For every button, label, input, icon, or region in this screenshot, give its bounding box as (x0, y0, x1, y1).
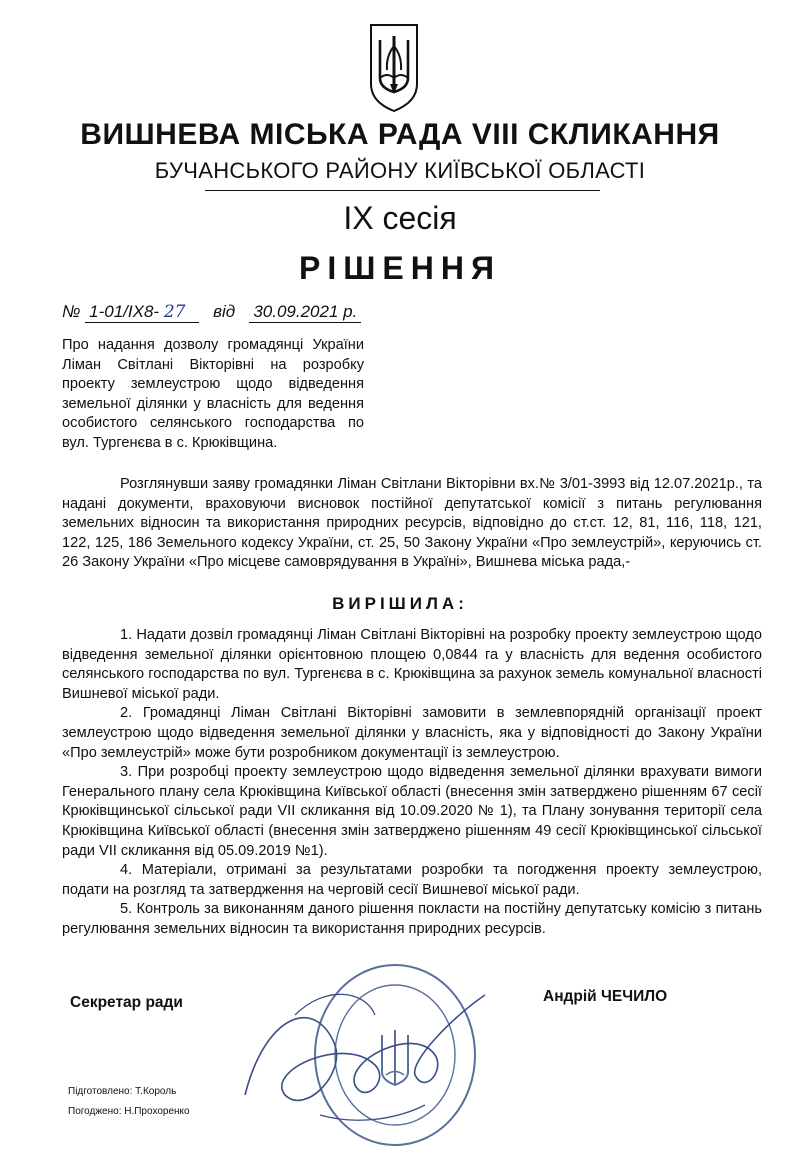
document-type: РІШЕННЯ (299, 250, 501, 286)
decision-point: 5. Контроль за виконанням даного рішення покласти на постійну депутатську комісію з питань регулювання земельних відносин та використання природних ресурсів. (62, 901, 762, 937)
decision-points (62, 626, 762, 940)
decision-point: 1. Надати дозвіл громадянці Ліман Світлані Вікторівні на розробку проекту землеустрою щодо відведення земельної ділянки орієнтовною площею 0,0844 га у власність для ведення особистого селянського господарства по вул. Тургенєва в с. Крюківщина за рахунок земель комунальної власності Вишневої міської ради. (62, 627, 762, 702)
header-divider (205, 190, 600, 191)
agreed-by: Погоджено: Н.Прохоренко (68, 1106, 190, 1117)
from-label: від (213, 302, 236, 321)
decision-number: 1-01/ІХ8- 27 (85, 302, 199, 323)
signatory-name: Андрій ЧЕЧИЛО (543, 988, 668, 1005)
signature-role: Секретар ради (70, 994, 183, 1011)
resolved-heading: ВИРІШИЛА: (332, 594, 468, 613)
council-title: ВИШНЕВА МІСЬКА РАДА VIII СКЛИКАННЯ (80, 118, 720, 151)
session-title: ІХ сесія (343, 200, 457, 236)
trident-emblem-icon (368, 22, 420, 114)
decision-subject: Про надання дозволу громадянці України Ліман Світлані Вікторівні на розробку проекту землеустрою щодо відведення земельної ділянки у власність для ведення особистого селянського господарства по вул. Тургенєва в с. Крюківщина. (62, 337, 364, 451)
handwritten-signature-icon (225, 975, 505, 1135)
district-title: БУЧАНСЬКОГО РАЙОНУ КИЇВСЬКОЇ ОБЛАСТІ (154, 158, 646, 183)
number-label: № (62, 302, 81, 321)
handwritten-number: 27 (163, 302, 186, 322)
decision-date: 30.09.2021 р. (249, 302, 361, 323)
preamble-paragraph: Розглянувши заяву громадянки Ліман Світлани Вікторівни вх.№ 3/01-3993 від 12.07.2021р., та надані документи, враховуючи висновок постійної депутатської комісії з питань регулювання земельних відносин та використання природних ресурсів, відповідно до ст.ст. 12, 81, 116, 118, 121, 122, 125, 186 Земельного кодексу України, ст. 25, 50 Закону України «Про землеустрій», керуючись ст. 26 Закону України «Про місцеве самоврядування в Україні», Вишнева міська рада,- (62, 476, 762, 571)
prepared-by: Підготовлено: Т.Король (68, 1086, 177, 1097)
decision-point: 4. Матеріали, отримані за результатами розробки та погодження проекту землеустрою, подати на розгляд та затвердження на черговій сесії Вишневої міської ради. (62, 862, 762, 898)
decision-point: 2. Громадянці Ліман Світлані Вікторівні замовити в землевпорядній організації проект землеустрою щодо відведення земельної ділянки у власність, яка у відповідності до Закону України «Про землеустрій» може бути розробником документації із землеустрою. (62, 705, 762, 761)
decision-point: 3. При розробці проекту землеустрою щодо відведення земельної ділянки врахувати вимоги Генерального плану села Крюківщина Київської області (внесення змін затверджено рішенням 67 сесії Крюківщинської сільської ради VII скликання від 10.09.2020 № 1), та Плану зонування території села Крюківщина Київської області (внесення змін затверджено рішенням 49 сесії Крюківщинської сільської ради VII скликання від 05.09.2019 №1). (62, 764, 762, 859)
decision-number-line (62, 302, 361, 323)
